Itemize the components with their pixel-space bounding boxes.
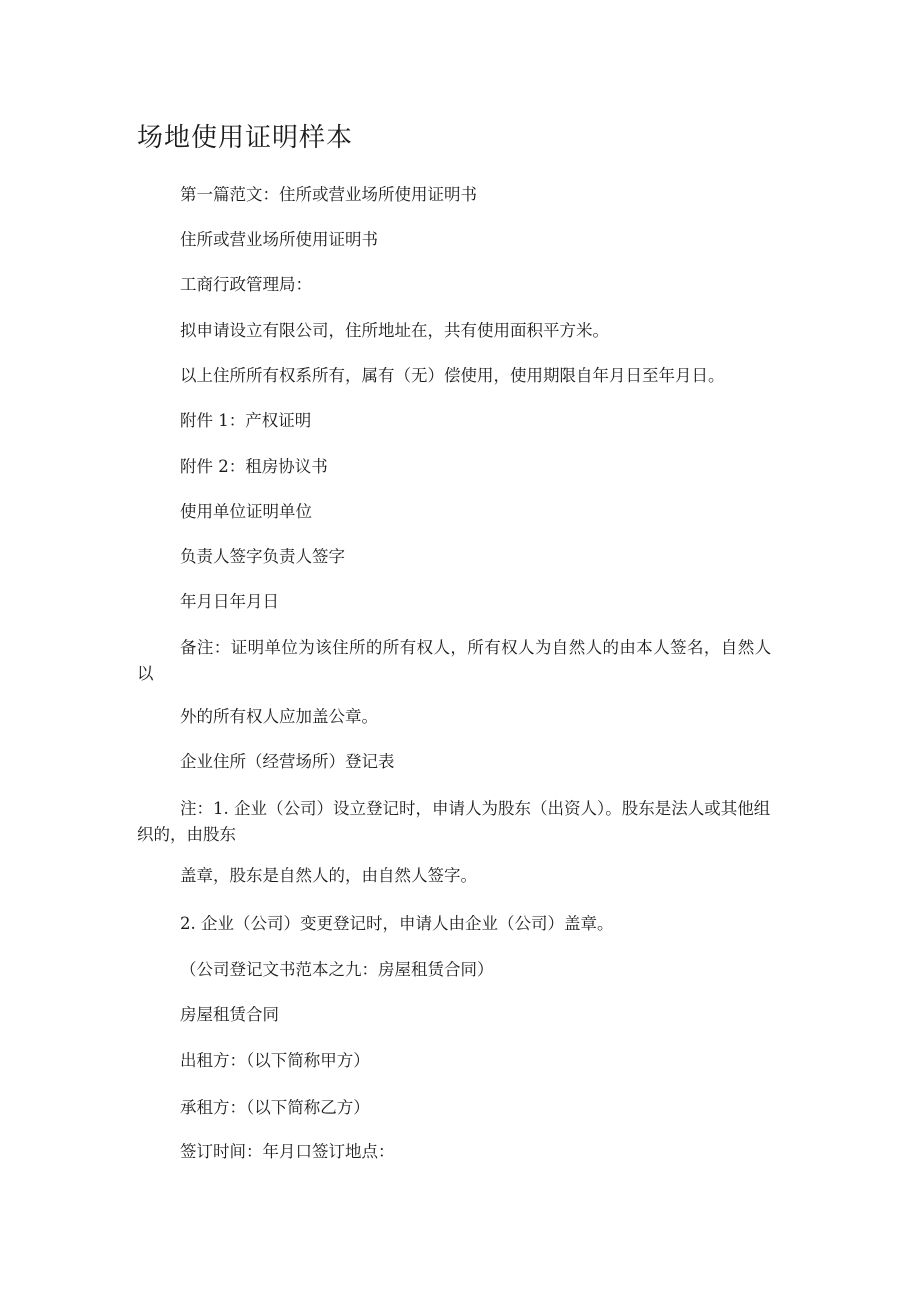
document-title: 场地使用证明样本 (137, 123, 354, 153)
paragraph-dates: 年月日年月日 (180, 592, 279, 611)
paragraph-lease-title: 房屋租赁合同 (180, 1005, 279, 1024)
paragraph-sample-heading: 第一篇范文：住所或营业场所使用证明书 (180, 185, 477, 204)
paragraph-attachment-2: 附件 2：租房协议书 (180, 457, 328, 476)
paragraph-certifying-unit: 使用单位证明单位 (180, 502, 312, 521)
paragraph-remark-continued: 外的所有权人应加盖公章。 (180, 707, 378, 726)
paragraph-lessor: 出租方：（以下简称甲方） (180, 1051, 370, 1070)
paragraph-signing-info: 签订时间：年月口签订地点： (180, 1142, 395, 1161)
paragraph-template-reference: （公司登记文书范本之九：房屋租赁合同） (180, 960, 494, 979)
paragraph-registration-form: 企业住所（经营场所）登记表 (180, 752, 395, 771)
paragraph-signatures: 负责人签字负责人签字 (180, 547, 345, 566)
paragraph-certificate-title: 住所或营业场所使用证明书 (180, 230, 378, 249)
paragraph-note-2: 2. 企业（公司）变更登记时，申请人由企业（公司）盖章。 (180, 914, 614, 933)
paragraph-ownership: 以上住所所有权系所有，属有（无）偿使用，使用期限自年月日至年月日。 (180, 366, 725, 385)
paragraph-addressee: 工商行政管理局： (180, 275, 312, 294)
paragraph-note-1: 注：1. 企业（公司）设立登记时，申请人为股东（出资人）。股东是法人或其他组织的，由股东 (137, 799, 771, 844)
paragraph-lessee: 承租方：（以下简称乙方） (180, 1098, 370, 1117)
paragraph-note-1-continued: 盖章，股东是自然人的，由自然人签字。 (180, 866, 477, 885)
paragraph-application: 拟申请设立有限公司，住所地址在，共有使用面积平方米。 (180, 321, 609, 340)
paragraph-attachment-1: 附件 1：产权证明 (180, 411, 312, 430)
paragraph-remark: 备注：证明单位为该住所的所有权人，所有权人为自然人的由本人签名，自然人以 (137, 638, 772, 683)
